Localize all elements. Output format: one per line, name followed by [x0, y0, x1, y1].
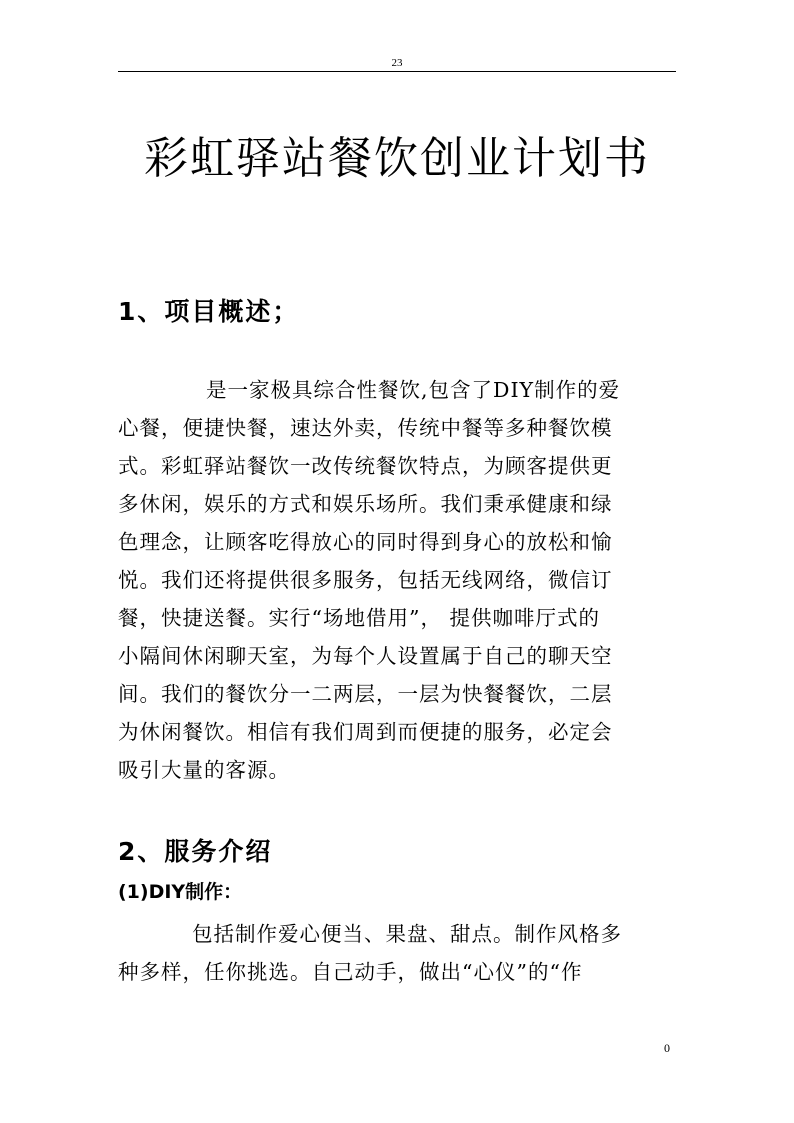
paragraph-line: 吸引大量的客源。	[118, 758, 290, 782]
paragraph-line: 间。我们的餐饮分一二两层，一层为快餐餐饮，二层	[118, 682, 613, 706]
section-heading-overview: 1、项目概述；	[118, 297, 300, 326]
subsection-heading-diy: (1)DIY制作：	[118, 881, 243, 903]
paragraph-line: 心餐，便捷快餐，速达外卖，传统中餐等多种餐饮模	[118, 416, 613, 440]
paragraph-line: 式。彩虹驿站餐饮一改传统餐饮特点，为顾客提供更	[118, 454, 613, 478]
footer-page-number: 0	[664, 1041, 670, 1055]
paragraph-line: 多休闲，娱乐的方式和娱乐场所。我们秉承健康和绿	[118, 492, 613, 516]
paragraph-line: 包括制作爱心便当、果盘、甜点。制作风格多	[192, 922, 622, 946]
paragraph-line: 小隔间休闲聊天室，为每个人设置属于自己的聊天空	[118, 644, 613, 668]
paragraph-line: 种多样，任你挑选。自己动手，做出“心仪”的“作	[118, 960, 583, 984]
paragraph-line: 色理念，让顾客吃得放心的同时得到身心的放松和愉	[118, 530, 613, 554]
overview-paragraph	[118, 371, 678, 789]
header-page-number: 23	[391, 57, 403, 69]
paragraph-line: 餐，快捷送餐。实行“场地借用”， 提供咖啡厅式的	[118, 606, 600, 630]
section-heading-services: 2、服务介绍	[118, 837, 273, 866]
document-title: 彩虹驿站餐饮创业计划书	[144, 133, 650, 184]
header-rule	[118, 71, 676, 72]
diy-paragraph	[118, 915, 678, 991]
paragraph-line: 是一家极具综合性餐饮,包含了DIY制作的爱	[206, 378, 621, 402]
paragraph-line: 为休闲餐饮。相信有我们周到而便捷的服务，必定会	[118, 720, 613, 744]
paragraph-line: 悦。我们还将提供很多服务，包括无线网络，微信订	[118, 568, 613, 592]
